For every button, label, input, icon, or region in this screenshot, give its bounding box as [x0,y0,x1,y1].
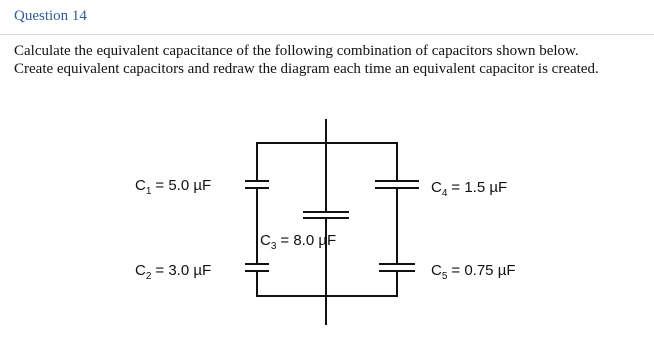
question-line-1: Calculate the equivalent capacitance of the following combination of capacitors shown below. [14,43,579,59]
circuit-wires [257,120,397,324]
capacitor-c1-label: $C_1 = 5.0$ µF [135,177,212,197]
question-title: Question 14 [14,8,87,24]
question-line-2: Create equivalent capacitors and redraw the diagram each time an equivalent capacitor is created. [14,61,599,77]
capacitor-c5-label: $C_5 = 0.75$ µF [431,262,516,282]
capacitor-c3-label: $C_3 = 8.0$ µF [260,232,337,252]
capacitor-plates [245,181,419,271]
capacitor-c2-label: $C_2 = 3.0$ µF [135,262,212,282]
capacitor-c4-label: $C_4 = 1.5$ µF [431,179,508,199]
